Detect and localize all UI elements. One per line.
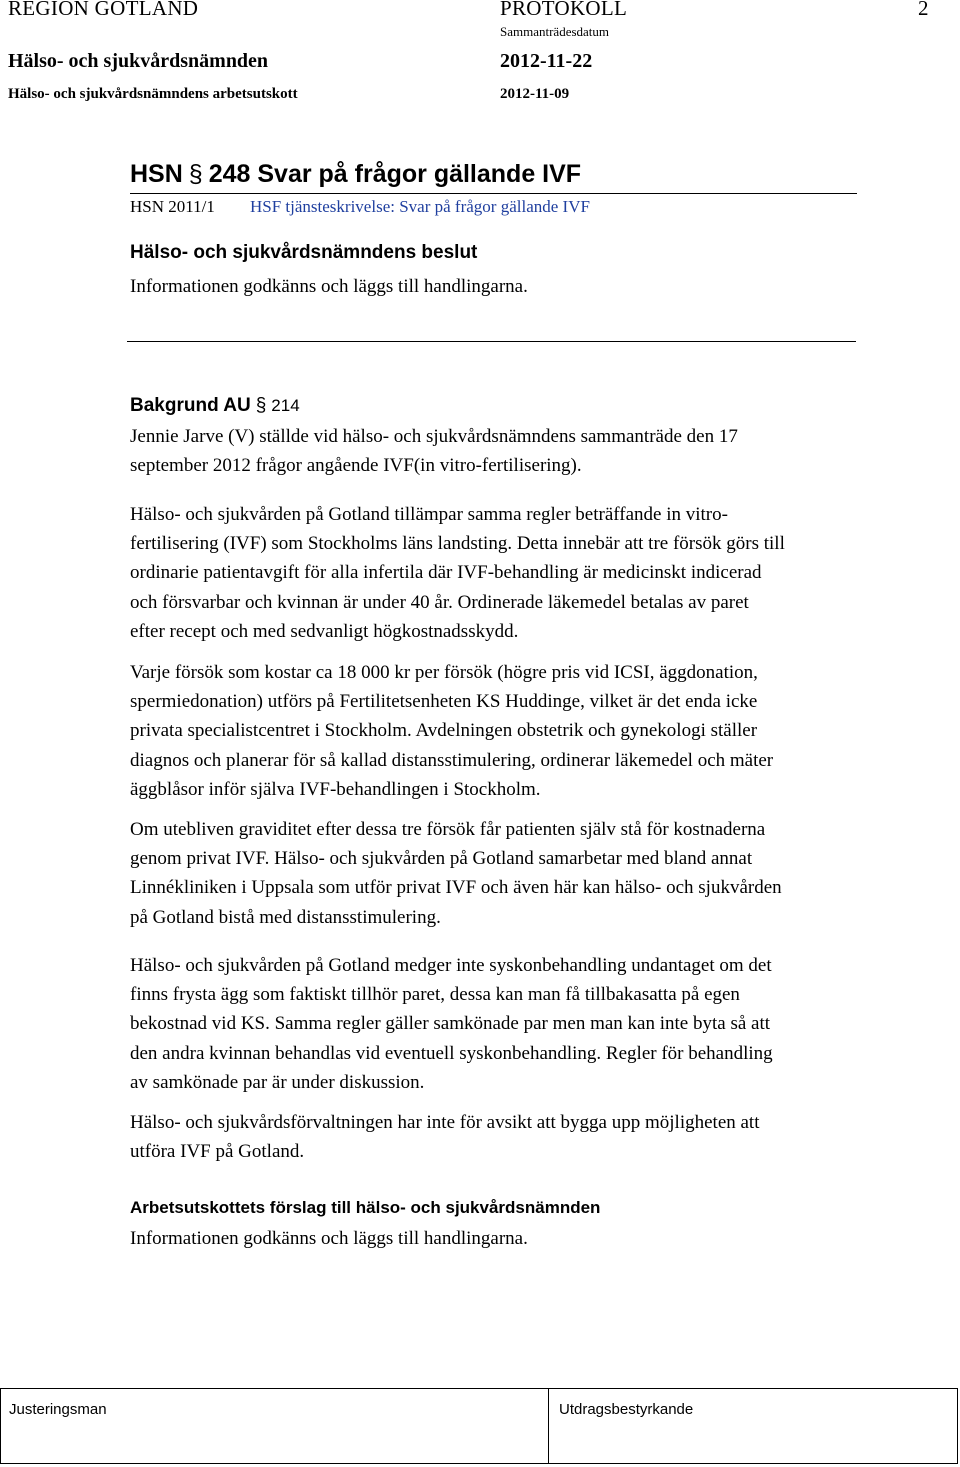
subcommittee-date: 2012-11-09 — [500, 86, 570, 102]
subcommittee-name: Hälso- och sjukvårdsnämndens arbetsutskott — [8, 86, 298, 102]
paragraph-line: Hälso- och sjukvårdsförvaltningen har inte för avsikt att bygga upp möjligheten att — [130, 1112, 760, 1133]
decision-text: Informationen godkänns och läggs till handlingarna. — [130, 276, 528, 297]
background-heading-text: Bakgrund AU — [130, 395, 251, 416]
adjuster-label: Justeringsman — [9, 1401, 107, 1418]
background-symbol: § — [255, 395, 267, 416]
background-paragraph-1 — [130, 422, 870, 480]
proposal-heading: Arbetsutskottets förslag till hälso- och sjukvårdsnämnden — [130, 1198, 601, 1217]
date-label: Sammanträdesdatum — [500, 24, 610, 39]
paragraph-line: Jennie Jarve (V) ställde vid hälso- och sjukvårdsnämndens sammanträde den 17 — [130, 426, 738, 447]
paragraph-line: genom privat IVF. Hälso- och sjukvården på Gotland samarbetar med bland annat — [130, 848, 753, 870]
case-document-link[interactable]: HSF tjänsteskrivelse: Svar på frågor gällande IVF — [250, 197, 590, 216]
paragraph-line: privata specialistcentret i Stockholm. Avdelningen obstetrik och gynekologi ställer — [130, 720, 758, 742]
page-number: 2 — [918, 0, 929, 20]
paragraph-line: Varje försök som kostar ca 18 000 kr per försök (högre pris vid ICSI, äggdonation, — [130, 662, 758, 683]
background-paragraph-2 — [130, 500, 870, 646]
certification-label: Utdragsbestyrkande — [559, 1401, 694, 1418]
background-paragraph-6 — [130, 1108, 870, 1166]
decision-heading: Hälso- och sjukvårdsnämndens beslut — [130, 242, 478, 263]
section-title — [130, 160, 581, 189]
case-number: HSN 2011/1 — [130, 197, 215, 216]
proposal-text: Informationen godkänns och läggs till handlingarna. — [130, 1228, 528, 1249]
paragraph-line: på Gotland bistå med distansstimulering. — [130, 906, 441, 928]
background-paragraph-5 — [130, 951, 870, 1097]
signature-cell-adjuster — [1, 1389, 549, 1463]
paragraph-line: utföra IVF på Gotland. — [130, 1141, 305, 1163]
paragraph-line: Hälso- och sjukvården på Gotland tillämpar samma regler beträffande in vitro- — [130, 504, 728, 525]
paragraph-line: och försvarbar och kvinnan är under 40 år. Ordinerade läkemedel betalas av paret — [130, 591, 749, 613]
background-paragraph-3 — [130, 658, 870, 804]
paragraph-line: Om utebliven graviditet efter dessa tre försök får patienten själv stå för kostnaderna — [130, 819, 766, 840]
background-heading — [130, 395, 300, 417]
paragraph-line: äggblåsor inför själva IVF-behandlingen i Stockholm. — [130, 778, 541, 800]
paragraph-line: Hälso- och sjukvården på Gotland medger inte syskonbehandling undantaget om det — [130, 955, 772, 976]
background-number: 214 — [271, 396, 300, 415]
paragraph-line: ordinarie patientavgift för alla infertila där IVF-behandling är medicinskt indicerad — [130, 562, 762, 584]
paragraph-line: bekostnad vid KS. Samma regler gäller samkönade par men man kan inte byta så att — [130, 1013, 771, 1035]
paragraph-line: den andra kvinnan behandlas vid eventuell syskonbehandling. Regler för behandling — [130, 1042, 773, 1064]
paragraph-line: september 2012 frågor angående IVF(in vitro-fertilisering). — [130, 455, 582, 477]
committee-name: Hälso- och sjukvårdsnämnden — [8, 50, 269, 72]
paragraph-line: Linnékliniken i Uppsala som utför privat IVF och även här kan hälso- och sjukvården — [130, 877, 782, 899]
section-prefix: HSN — [130, 160, 183, 188]
paragraph-line: fertilisering (IVF) som Stockholms läns landsting. Detta innebär att tre försök görs till — [130, 533, 785, 555]
section-symbol: § — [188, 160, 203, 188]
organization-name: REGION GOTLAND — [8, 0, 199, 20]
signature-cell-certification — [549, 1389, 957, 1463]
paragraph-line: efter recept och med sedvanligt högkostnadsskydd. — [130, 620, 519, 642]
meeting-date: 2012-11-22 — [500, 50, 593, 72]
document-type: PROTOKOLL — [500, 0, 628, 20]
section-divider — [127, 341, 856, 342]
paragraph-line: spermiedonation) utförs på Fertilitetsenheten KS Huddinge, vilket är det enda icke — [130, 691, 758, 713]
section-title-text: 248 Svar på frågor gällande IVF — [208, 160, 582, 188]
signature-table — [0, 1388, 958, 1464]
paragraph-line: av samkönade par är under diskussion. — [130, 1071, 425, 1093]
paragraph-line: diagnos och planerar för så kallad distansstimulering, ordinerar läkemedel och mäter — [130, 749, 774, 771]
background-paragraph-4 — [130, 815, 870, 932]
paragraph-line: finns frysta ägg som faktiskt tillhör paret, dessa kan man få tillbakasatta på egen — [130, 984, 740, 1006]
title-divider — [130, 193, 857, 194]
